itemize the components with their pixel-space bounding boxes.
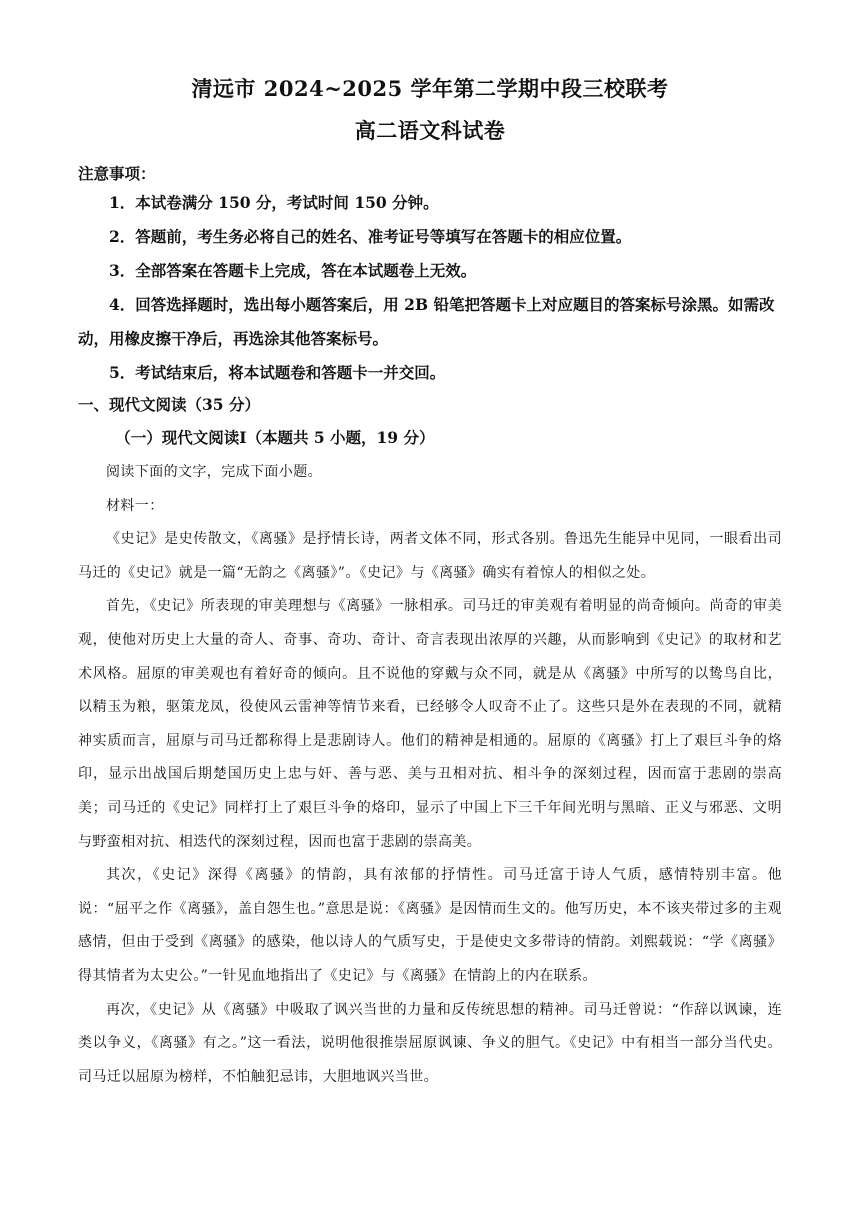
notice-item: 3．全部答案在答题卡上完成，答在本试题卷上无效。 [109, 261, 477, 280]
exam-title: 清远市 2024~2025 学年第二学期中段三校联考 [191, 76, 669, 101]
instruction-text: 阅读下面的文字，完成下面小题。 [106, 464, 322, 480]
material-label: 材料一： [106, 497, 164, 514]
notice-heading: 注意事项： [78, 164, 156, 183]
paragraph: 《史记》是史传散文，《离骚》是抒情长诗，两者文体不同，形式各别。鲁迅先生能异中见同，一眼看出司马迁的《史记》就是一篇“无韵之《离骚》”。《史记》与《离骚》确实有着惊人的相似之处。 [78, 531, 782, 581]
notice-item: 5．考试结束后，将本试题卷和答题卡一并交回。 [109, 363, 446, 382]
paragraph: 首先，《史记》所表现的审美理想与《离骚》一脉相承。司马迁的审美观有着明显的尚奇倾向。尚奇的审美观，使他对历史上大量的奇人、奇事、奇功、奇计、奇言表现出浓厚的兴趣，从而影响到《史记》的取材和艺术风格。屈原的审美观也有着好奇的倾向。且不说他的穿戴与众不同，就是从《离骚》中所写的以鸷鸟自比，以精玉为粮，驱策龙凤，役使风云雷神等情节来看，已经够令人叹奇不止了。这些只是外在表现的不同，就精神实质而言，屈原与司马迁都称得上是悲剧诗人。他们的精神是相通的。屈原的《离骚》打上了艰巨斗争的烙印，显示出战国后期楚国历史上忠与奸、善与恶、美与丑相对抗、相斗争的深刻过程，因而富于悲剧的崇高美；司马迁的《史记》同样打上了艰巨斗争的烙印，显示了中国上下三千年间光明与黑暗、正义与邪恶、文明与野蛮相对抗、相迭代的深刻过程，因而也富于悲剧的崇高美。 [78, 598, 782, 850]
reading-material [78, 456, 782, 1094]
exam-subtitle: 高二语文科试卷 [354, 118, 506, 143]
section-heading: 一、现代文阅读（35 分） [78, 395, 260, 414]
notice-item: 4．回答选择题时，选出每小题答案后，用 2B 铅笔把答题卡上对应题目的答案标号涂黑。如需改动，用橡皮擦干净后，再选涂其他答案标号。 [78, 295, 775, 348]
paragraph: 其次，《史记》深得《离骚》的情韵，具有浓郁的抒情性。司马迁富于诗人气质，感情特别丰富。他说：“屈平之作《离骚》，盖自怨生也。”意思是说：《离骚》是因情而生文的。他写历史，本不该夹带过多的主观感情，但由于受到《离骚》的感染，他以诗人的气质写史，于是使史文多带诗的情韵。刘熙载说：“学《离骚》得其情者为太史公。”一针见血地指出了《史记》与《离骚》在情韵上的内在联系。 [78, 867, 782, 984]
notice-list [78, 186, 782, 390]
notice-item: 2．答题前，考生务必将自己的姓名、准考证号等填写在答题卡的相应位置。 [109, 227, 632, 246]
paragraph: 再次，《史记》从《离骚》中吸取了讽兴当世的力量和反传统思想的精神。司马迁曾说：“作辞以讽谏，连类以争义，《离骚》有之。”这一看法，说明他很推崇屈原讽谏、争义的胆气。《史记》中有相当一部分当代史。司马迁以屈原为榜样，不怕触犯忌讳，大胆地讽兴当世。 [78, 1001, 782, 1085]
notice-item: 1．本试卷满分 150 分，考试时间 150 分钟。 [109, 193, 439, 212]
subsection-heading: （一）现代文阅读Ⅰ（本题共 5 小题，19 分） [115, 428, 435, 447]
